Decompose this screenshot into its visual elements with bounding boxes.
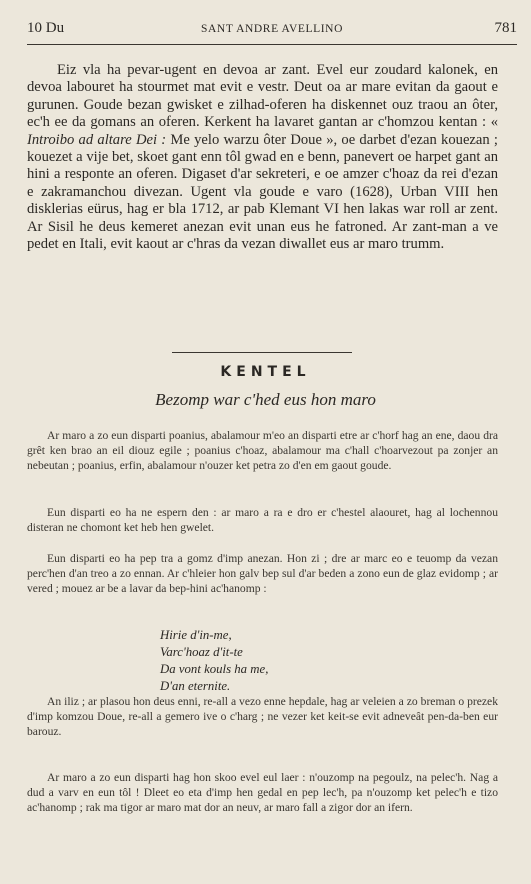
section-subtitle: Bezomp war c'hed eus hon maro: [155, 390, 376, 409]
header-date: 10 Du: [27, 20, 65, 36]
paragraph-text: Eiz vla ha pevar-ugent en devoa ar zant. Evel eur zoudard kalonek, en devoa labouret ha stourmet mat evit e vestr. Deut oa ar mare evitan da gaout e gurunen. Goude bezan gwisket e zilhad-oferen ha diskennet ouz traou an ôter, ec'h ee da gomans an oferen. Kerkent ha lavaret gantan ar c'homzou kentan : «: [27, 62, 498, 131]
latin-quote: Introibo ad altare Dei :: [27, 131, 167, 148]
verse-line: Varc'hoaz d'it-te: [160, 645, 243, 659]
verse-line: Da vont kouls ha me,: [160, 662, 269, 676]
page-number: 781: [494, 20, 517, 36]
lesson-paragraph-2: Eun disparti eo ha ne espern den : ar maro a ra e dro er c'hestel alaouret, hag al lochennou disteran ne chomont ket heb hen gwelet.: [27, 506, 498, 535]
header-title: SANT ANDRE AVELLINO: [201, 23, 343, 35]
running-header: [27, 20, 517, 42]
verse-line: Hirie d'in-me,: [160, 628, 232, 642]
section-divider: [172, 352, 352, 353]
lesson-paragraph-5: Ar maro a zo eun disparti hag hon skoo evel eul laer : n'ouzomp na pegoulz, na pelec'h. Nag a dud a varv en eun tôl ! Dleet eo eta d'imp hen gedal en pep lec'h, pa n'ouzomp ket pelec'h e tizo ac'hanomp ; rak ma tigor ar maro mat dor an neuv, ar maro fall a zigor dor an ifern.: [27, 771, 498, 815]
verse-block: [160, 627, 268, 695]
verse-line: D'an eternite.: [160, 679, 231, 693]
lesson-paragraph-3: Eun disparti eo ha pep tra a gomz d'imp anezan. Hon zi ; dre ar marc eo e teuomp da vezan perc'hen d'an treo a zo ennan. Ar c'hleier hon galv bep sul d'ar beden a zono eun de glaz evidomp ; ar vered ; mouez ar be a lavar da bep-hini ac'hanomp :: [27, 552, 498, 596]
lesson-paragraph-4: An iliz ; ar plasou hon deus enni, re-all a vezo enne hepdale, hag ar veleien a zo breman o prezek d'imp komzou Doue, re-all a gemero ive o c'harg ; ne vezer ket keit-se evit adneveât pen-da-ben eur barouz.: [27, 695, 498, 739]
header-rule: [27, 44, 517, 45]
body-paragraph: [27, 62, 498, 253]
section-title: KENTEL: [220, 364, 311, 380]
lesson-paragraph-1: Ar maro a zo eun disparti poanius, abalamour m'eo an disparti etre ar c'horf hag an ene, daou dra grêt ken brao an eil diouz egile ; poanius c'hoaz, abalamour ma c'hall c'hoarvezout pa zonjer an nebeutan ; poanius, erfin, abalamour n'ouzer ket petra zo d'en em gaout goude.: [27, 429, 498, 473]
paragraph-text-cont: Me yelo warzu ôter Doue », oe darbet d'ezan kouezan ; kouezet a vije bet, skoet gant enn tôl gwad en e benn, panevert oe harpet gant an hini a responte an oferen. Digaset d'ar sekreteri, e oe amzer c'hoaz da rei d'ezan e zakramanchou divezan. Ugent vla goude e varo (1628), Urban VIII hen disklerias eürus, hag er bla 1712, ar pab Klemant VI hen lakas war roll ar zent. Ar Sisil he deus kemeret anezan evit unan eus he fatroned. Ar zant-man a ve pedet en Itali, evit kaout ar c'hras da vezan diwallet eus ar maro trumm.: [27, 131, 498, 253]
